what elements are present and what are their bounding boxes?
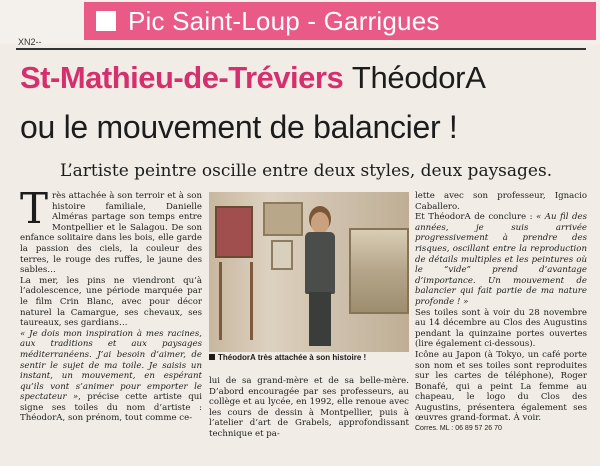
artist-head (311, 212, 329, 234)
article-column-1 (20, 184, 202, 424)
artist-quote: « Je dois mon inspiration à mes racines, aux traditions et aux paysages méditerranéens. J’ai besoin d’aimer, de sentir le sujet de ma toile. Je saisis un instant, un mouvement, en espérant qu’ils vont s’animer pour emporter le spectateur » (20, 328, 202, 403)
conclusion-intro: Et ThéodorA de conclure : (415, 212, 533, 223)
banner-square-icon (96, 11, 116, 31)
article-lead (20, 184, 202, 276)
caption-text: ThéodorA très attachée à son histoire ! (218, 353, 367, 362)
red-canvas (215, 206, 253, 258)
subheadline: L’artiste peintre oscille entre deux styles, deux paysages. (60, 161, 553, 181)
page-folio: XN2-- (18, 37, 42, 47)
headline-artist: ThéodorA (351, 60, 486, 95)
paragraph-3 (20, 329, 202, 424)
paragraph-3-rest: , précise cette artiste qui signe ses toiles du nom d’artiste : ThéodorA, son prénom, tout comme ce- (20, 392, 202, 424)
lead-text: rès attachée à son terroir et à son histoire familiale, Danielle Alméras partage son temps entre Montpellier et le Salagou. De son enfance solitaire dans les bois, elle garde la passion des ciels, la couleur des terres, le rouge des ruffes, le jaune des sables… (20, 191, 202, 276)
dropcap: T (20, 184, 49, 233)
column-3-p2 (415, 212, 587, 307)
paragraph-2: La mer, les pins ne viendront qu’à l’adolescence, une période marquée par le film Crin Blanc, avec pour décor naturel la Camargue, ses chevaux, ses taureaux, ses gardians… (20, 275, 202, 329)
headline-place: St-Mathieu-de-Tréviers (20, 60, 344, 95)
correspondent-credit: Corres. ML : 06 89 57 26 70 (415, 425, 502, 433)
easel (219, 262, 253, 340)
large-painting (349, 228, 409, 314)
caption-square-icon (209, 354, 215, 360)
section-banner (84, 2, 596, 40)
small-painting (271, 240, 293, 270)
painting-frame (263, 202, 303, 236)
header-rule (16, 48, 586, 50)
conclusion-quote: « Au fil des années, je suis arrivée progressivement à prendre des risques, oscillant entre la reproduction de détails multiples et les peintures où le “vide” prend d’avantage d’importance. Un mouvement de balancier qui fait partie de ma nature profonde ! » (415, 212, 587, 307)
headline (20, 58, 590, 98)
column-2-text: lui de sa grand-mère et de sa belle-mère. D’abord encouragée par ses professeurs, au collège et au lycée, en 1992, elle renoue avec les cours de dessin à Montpellier, puis à l’atelier d’art de Grabels, approfondissant technique et pa- (209, 376, 409, 439)
photo-caption (209, 353, 409, 362)
article-column-3 (415, 191, 587, 435)
column-3-p3: Ses toiles sont à voir du 28 novembre au 14 décembre au Clos des Augustins pendant la quinzaine portes ouvertes (lire également ci-dessous). (415, 307, 587, 350)
artist-legs (309, 292, 331, 346)
column-3-p4: Icône au Japon (à Tokyo, un café porte son nom et ses toiles sont reproduites sur les cartes de téléphone), Roger Bonafé, qui a peint La femme au chapeau, le logo du Clos des Augustins, présentera également ses œuvres grand-format. À voir. (415, 349, 587, 424)
article-photo (209, 192, 409, 352)
artist-body (305, 232, 335, 294)
headline-line2: ou le mouvement de balancier ! (20, 109, 458, 145)
article-column-2 (209, 376, 409, 440)
section-title: Pic Saint-Loup - Garrigues (128, 6, 440, 36)
column-3-p1: lette avec son professeur, Ignacio Caballero. (415, 191, 587, 212)
